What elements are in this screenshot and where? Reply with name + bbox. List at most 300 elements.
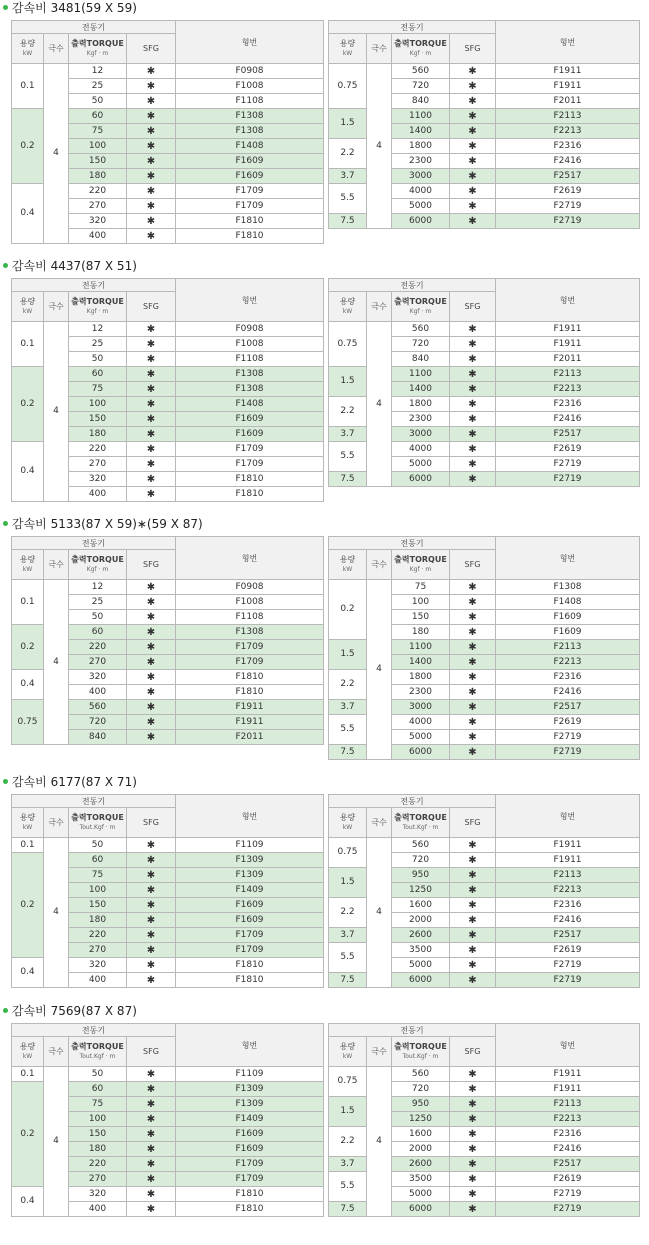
model-cell: F1409 bbox=[176, 883, 324, 898]
capacity-label: 용량 bbox=[19, 554, 36, 564]
poles-cell: 4 bbox=[367, 1067, 392, 1217]
sfg-cell: ✱ bbox=[450, 442, 496, 457]
capacity-header bbox=[329, 34, 367, 64]
model-cell: F2619 bbox=[496, 442, 640, 457]
torque-header bbox=[392, 808, 450, 838]
model-cell: F1108 bbox=[176, 610, 324, 625]
torque-cell: 1400 bbox=[392, 124, 450, 139]
table-row bbox=[12, 64, 324, 79]
table-row bbox=[12, 838, 324, 853]
model-cell: F1810 bbox=[176, 214, 324, 229]
capacity-label: 용량 bbox=[19, 38, 36, 48]
sfg-cell: ✱ bbox=[450, 79, 496, 94]
capacity-cell: 3.7 bbox=[329, 928, 367, 943]
torque-label: 출력TORQUE bbox=[71, 38, 124, 48]
capacity-cell: 5.5 bbox=[329, 442, 367, 472]
capacity-cell: 0.75 bbox=[329, 1067, 367, 1097]
torque-cell: 12 bbox=[69, 322, 127, 337]
sfg-cell: ✱ bbox=[450, 139, 496, 154]
model-header: 형번 bbox=[496, 1024, 640, 1067]
torque-unit: Tout.Kgf · m bbox=[79, 1052, 116, 1060]
sfg-cell: ✱ bbox=[450, 610, 496, 625]
torque-cell: 60 bbox=[69, 853, 127, 868]
table-row bbox=[12, 580, 324, 595]
section-title-text: 감속비 4437(87 X 51) bbox=[12, 258, 137, 273]
torque-cell: 2000 bbox=[392, 913, 450, 928]
torque-header bbox=[69, 808, 127, 838]
section-title-text: 감속비 5133(87 X 59)∗(59 X 87) bbox=[12, 516, 203, 531]
torque-cell: 2600 bbox=[392, 928, 450, 943]
model-cell: F2113 bbox=[496, 109, 640, 124]
torque-cell: 560 bbox=[392, 1067, 450, 1082]
torque-cell: 25 bbox=[69, 337, 127, 352]
model-cell: F1408 bbox=[176, 397, 324, 412]
torque-cell: 840 bbox=[392, 352, 450, 367]
sfg-cell: ✱ bbox=[450, 928, 496, 943]
section-title-text: 감속비 3481(59 X 59) bbox=[12, 0, 137, 15]
sfg-header: SFG bbox=[127, 550, 176, 580]
torque-cell: 100 bbox=[392, 595, 450, 610]
poles-cell: 4 bbox=[367, 322, 392, 487]
capacity-header bbox=[12, 808, 44, 838]
sfg-cell: ✱ bbox=[127, 94, 176, 109]
torque-cell: 1250 bbox=[392, 1112, 450, 1127]
sfg-cell: ✱ bbox=[127, 1202, 176, 1217]
capacity-cell: 1.5 bbox=[329, 367, 367, 397]
capacity-cell: 5.5 bbox=[329, 184, 367, 214]
capacity-cell: 1.5 bbox=[329, 868, 367, 898]
capacity-cell: 5.5 bbox=[329, 943, 367, 973]
section-title-text: 감속비 7569(87 X 87) bbox=[12, 1003, 137, 1018]
sfg-cell: ✱ bbox=[450, 154, 496, 169]
capacity-cell: 0.2 bbox=[12, 853, 44, 958]
capacity-cell: 0.1 bbox=[12, 64, 44, 109]
torque-label: 출력TORQUE bbox=[394, 38, 447, 48]
sfg-cell: ✱ bbox=[127, 214, 176, 229]
model-cell: F2113 bbox=[496, 640, 640, 655]
model-cell: F2213 bbox=[496, 655, 640, 670]
torque-cell: 5000 bbox=[392, 1187, 450, 1202]
model-cell: F2517 bbox=[496, 928, 640, 943]
torque-cell: 3000 bbox=[392, 427, 450, 442]
torque-cell: 270 bbox=[69, 199, 127, 214]
sfg-cell: ✱ bbox=[450, 625, 496, 640]
model-cell: F1911 bbox=[496, 79, 640, 94]
torque-cell: 5000 bbox=[392, 457, 450, 472]
sfg-header: SFG bbox=[127, 1037, 176, 1067]
capacity-cell: 0.4 bbox=[12, 670, 44, 700]
capacity-cell: 0.2 bbox=[12, 109, 44, 184]
bullet-icon bbox=[3, 5, 8, 10]
sfg-cell: ✱ bbox=[127, 655, 176, 670]
model-cell: F1008 bbox=[176, 79, 324, 94]
torque-cell: 100 bbox=[69, 139, 127, 154]
torque-cell: 320 bbox=[69, 214, 127, 229]
motor-group-header: 전동기 bbox=[12, 537, 176, 550]
capacity-cell: 7.5 bbox=[329, 745, 367, 760]
capacity-cell: 0.1 bbox=[12, 838, 44, 853]
torque-cell: 150 bbox=[69, 1127, 127, 1142]
torque-header bbox=[69, 1037, 127, 1067]
sfg-cell: ✱ bbox=[127, 640, 176, 655]
sfg-cell: ✱ bbox=[450, 1172, 496, 1187]
torque-unit: Tout.Kgf · m bbox=[402, 1052, 439, 1060]
capacity-header bbox=[329, 550, 367, 580]
torque-cell: 1800 bbox=[392, 139, 450, 154]
capacity-cell: 0.1 bbox=[12, 1067, 44, 1082]
sfg-cell: ✱ bbox=[450, 382, 496, 397]
model-header: 형번 bbox=[496, 279, 640, 322]
torque-label: 출력TORQUE bbox=[394, 296, 447, 306]
model-cell: F2719 bbox=[496, 973, 640, 988]
model-cell: F1609 bbox=[176, 154, 324, 169]
sfg-header: SFG bbox=[450, 292, 496, 322]
torque-cell: 270 bbox=[69, 655, 127, 670]
torque-unit: Kgf · m bbox=[409, 565, 432, 573]
capacity-cell: 0.1 bbox=[12, 580, 44, 625]
capacity-unit: kW bbox=[342, 1052, 353, 1060]
capacity-cell: 3.7 bbox=[329, 1157, 367, 1172]
capacity-label: 용량 bbox=[19, 1041, 36, 1051]
capacity-cell: 3.7 bbox=[329, 427, 367, 442]
model-cell: F1911 bbox=[496, 64, 640, 79]
table-row bbox=[329, 322, 640, 337]
model-cell: F2416 bbox=[496, 154, 640, 169]
torque-cell: 150 bbox=[69, 898, 127, 913]
sfg-cell: ✱ bbox=[450, 670, 496, 685]
model-header: 형번 bbox=[176, 1024, 324, 1067]
sfg-cell: ✱ bbox=[127, 883, 176, 898]
sfg-cell: ✱ bbox=[127, 412, 176, 427]
torque-cell: 400 bbox=[69, 229, 127, 244]
sfg-cell: ✱ bbox=[127, 1127, 176, 1142]
capacity-cell: 7.5 bbox=[329, 1202, 367, 1217]
model-cell: F1408 bbox=[496, 595, 640, 610]
model-cell: F0908 bbox=[176, 64, 324, 79]
sfg-cell: ✱ bbox=[450, 457, 496, 472]
torque-cell: 320 bbox=[69, 1187, 127, 1202]
sfg-header: SFG bbox=[450, 808, 496, 838]
capacity-cell: 7.5 bbox=[329, 472, 367, 487]
sfg-cell: ✱ bbox=[450, 580, 496, 595]
torque-cell: 150 bbox=[69, 154, 127, 169]
model-header: 형번 bbox=[496, 21, 640, 64]
poles-cell: 4 bbox=[367, 64, 392, 229]
torque-header bbox=[69, 34, 127, 64]
torque-label: 출력TORQUE bbox=[394, 554, 447, 564]
sfg-cell: ✱ bbox=[127, 229, 176, 244]
sfg-cell: ✱ bbox=[450, 169, 496, 184]
sfg-cell: ✱ bbox=[127, 64, 176, 79]
spec-table-right bbox=[328, 536, 640, 760]
capacity-cell: 7.5 bbox=[329, 214, 367, 229]
capacity-label: 용량 bbox=[19, 296, 36, 306]
capacity-label: 용량 bbox=[339, 554, 356, 564]
torque-cell: 60 bbox=[69, 109, 127, 124]
model-cell: F2517 bbox=[496, 700, 640, 715]
capacity-header bbox=[12, 292, 44, 322]
capacity-header bbox=[12, 34, 44, 64]
sfg-cell: ✱ bbox=[450, 655, 496, 670]
sfg-cell: ✱ bbox=[127, 472, 176, 487]
model-cell: F2719 bbox=[496, 745, 640, 760]
torque-cell: 840 bbox=[392, 94, 450, 109]
spec-table-right bbox=[328, 794, 640, 988]
sfg-cell: ✱ bbox=[450, 640, 496, 655]
sfg-cell: ✱ bbox=[127, 427, 176, 442]
poles-header: 극수 bbox=[44, 808, 69, 838]
sfg-cell: ✱ bbox=[127, 109, 176, 124]
section-title bbox=[3, 0, 137, 14]
torque-cell: 5000 bbox=[392, 199, 450, 214]
torque-cell: 25 bbox=[69, 595, 127, 610]
sfg-header: SFG bbox=[127, 292, 176, 322]
sfg-cell: ✱ bbox=[450, 472, 496, 487]
model-header: 형번 bbox=[496, 537, 640, 580]
section-title bbox=[3, 1003, 137, 1017]
sfg-header: SFG bbox=[127, 808, 176, 838]
model-cell: F2619 bbox=[496, 184, 640, 199]
model-cell: F1309 bbox=[176, 853, 324, 868]
sfg-cell: ✱ bbox=[450, 94, 496, 109]
sfg-cell: ✱ bbox=[127, 868, 176, 883]
torque-cell: 180 bbox=[69, 913, 127, 928]
capacity-header bbox=[329, 808, 367, 838]
capacity-label: 용량 bbox=[339, 38, 356, 48]
torque-cell: 220 bbox=[69, 1157, 127, 1172]
torque-cell: 150 bbox=[69, 412, 127, 427]
capacity-header bbox=[329, 1037, 367, 1067]
model-cell: F2316 bbox=[496, 1127, 640, 1142]
model-cell: F2719 bbox=[496, 199, 640, 214]
sfg-cell: ✱ bbox=[450, 685, 496, 700]
torque-cell: 720 bbox=[392, 79, 450, 94]
torque-header bbox=[392, 1037, 450, 1067]
torque-cell: 220 bbox=[69, 928, 127, 943]
capacity-cell: 0.2 bbox=[12, 625, 44, 670]
motor-group-header: 전동기 bbox=[12, 279, 176, 292]
model-cell: F1308 bbox=[176, 367, 324, 382]
capacity-header bbox=[12, 550, 44, 580]
model-cell: F2213 bbox=[496, 382, 640, 397]
torque-cell: 2000 bbox=[392, 1142, 450, 1157]
torque-unit: Kgf · m bbox=[86, 565, 109, 573]
torque-cell: 720 bbox=[392, 337, 450, 352]
poles-header: 극수 bbox=[367, 34, 392, 64]
capacity-header bbox=[12, 1037, 44, 1067]
torque-cell: 50 bbox=[69, 1067, 127, 1082]
torque-cell: 75 bbox=[392, 580, 450, 595]
torque-label: 출력TORQUE bbox=[71, 296, 124, 306]
section-title bbox=[3, 516, 203, 530]
model-cell: F1709 bbox=[176, 457, 324, 472]
torque-cell: 50 bbox=[69, 610, 127, 625]
motor-group-header: 전동기 bbox=[329, 537, 496, 550]
model-cell: F2416 bbox=[496, 412, 640, 427]
sfg-cell: ✱ bbox=[127, 1097, 176, 1112]
torque-header bbox=[69, 292, 127, 322]
model-cell: F2416 bbox=[496, 685, 640, 700]
motor-group-header: 전동기 bbox=[329, 1024, 496, 1037]
motor-group-header: 전동기 bbox=[12, 1024, 176, 1037]
capacity-unit: kW bbox=[342, 49, 353, 57]
torque-cell: 100 bbox=[69, 397, 127, 412]
torque-cell: 720 bbox=[69, 715, 127, 730]
poles-cell: 4 bbox=[44, 838, 69, 988]
torque-cell: 320 bbox=[69, 670, 127, 685]
spec-table-right bbox=[328, 278, 640, 487]
capacity-label: 용량 bbox=[339, 296, 356, 306]
capacity-label: 용량 bbox=[339, 1041, 356, 1051]
model-cell: F1008 bbox=[176, 595, 324, 610]
model-cell: F2517 bbox=[496, 427, 640, 442]
sfg-cell: ✱ bbox=[127, 730, 176, 745]
sfg-cell: ✱ bbox=[450, 1112, 496, 1127]
capacity-cell: 0.75 bbox=[329, 838, 367, 868]
model-header: 형번 bbox=[496, 795, 640, 838]
poles-cell: 4 bbox=[367, 580, 392, 760]
torque-cell: 950 bbox=[392, 868, 450, 883]
torque-cell: 180 bbox=[69, 1142, 127, 1157]
sfg-cell: ✱ bbox=[127, 442, 176, 457]
torque-cell: 320 bbox=[69, 958, 127, 973]
sfg-cell: ✱ bbox=[450, 1202, 496, 1217]
torque-cell: 50 bbox=[69, 838, 127, 853]
model-cell: F2719 bbox=[496, 1202, 640, 1217]
model-cell: F2719 bbox=[496, 730, 640, 745]
table-row bbox=[329, 838, 640, 853]
torque-cell: 2300 bbox=[392, 154, 450, 169]
model-cell: F1810 bbox=[176, 958, 324, 973]
model-cell: F1308 bbox=[176, 625, 324, 640]
torque-cell: 1100 bbox=[392, 640, 450, 655]
sfg-cell: ✱ bbox=[127, 397, 176, 412]
sfg-cell: ✱ bbox=[450, 1187, 496, 1202]
sfg-cell: ✱ bbox=[450, 184, 496, 199]
torque-cell: 75 bbox=[69, 382, 127, 397]
torque-cell: 1100 bbox=[392, 109, 450, 124]
sfg-cell: ✱ bbox=[450, 700, 496, 715]
capacity-cell: 5.5 bbox=[329, 1172, 367, 1202]
model-header: 형번 bbox=[176, 279, 324, 322]
torque-cell: 100 bbox=[69, 883, 127, 898]
model-header: 형번 bbox=[176, 21, 324, 64]
model-cell: F0908 bbox=[176, 322, 324, 337]
model-cell: F1609 bbox=[176, 427, 324, 442]
model-cell: F2316 bbox=[496, 139, 640, 154]
sfg-cell: ✱ bbox=[450, 883, 496, 898]
model-cell: F1911 bbox=[496, 337, 640, 352]
torque-cell: 720 bbox=[392, 853, 450, 868]
capacity-cell: 0.2 bbox=[329, 580, 367, 640]
model-cell: F1709 bbox=[176, 442, 324, 457]
model-cell: F1408 bbox=[176, 139, 324, 154]
poles-header: 극수 bbox=[44, 292, 69, 322]
sfg-cell: ✱ bbox=[127, 382, 176, 397]
capacity-cell: 0.4 bbox=[12, 958, 44, 988]
capacity-cell: 7.5 bbox=[329, 973, 367, 988]
sfg-cell: ✱ bbox=[450, 745, 496, 760]
poles-header: 극수 bbox=[44, 550, 69, 580]
model-cell: F1810 bbox=[176, 487, 324, 502]
model-cell: F2517 bbox=[496, 169, 640, 184]
model-cell: F1609 bbox=[176, 1142, 324, 1157]
capacity-unit: kW bbox=[22, 307, 33, 315]
poles-cell: 4 bbox=[367, 838, 392, 988]
model-cell: F1609 bbox=[496, 610, 640, 625]
sfg-cell: ✱ bbox=[450, 412, 496, 427]
torque-cell: 270 bbox=[69, 943, 127, 958]
model-cell: F2213 bbox=[496, 1112, 640, 1127]
model-cell: F2011 bbox=[176, 730, 324, 745]
torque-cell: 950 bbox=[392, 1097, 450, 1112]
torque-cell: 25 bbox=[69, 79, 127, 94]
sfg-cell: ✱ bbox=[450, 898, 496, 913]
capacity-cell: 2.2 bbox=[329, 397, 367, 427]
torque-cell: 180 bbox=[69, 169, 127, 184]
sfg-cell: ✱ bbox=[127, 154, 176, 169]
torque-cell: 320 bbox=[69, 472, 127, 487]
model-cell: F1810 bbox=[176, 1187, 324, 1202]
torque-cell: 6000 bbox=[392, 214, 450, 229]
sfg-cell: ✱ bbox=[127, 1112, 176, 1127]
poles-cell: 4 bbox=[44, 322, 69, 502]
torque-unit: Kgf · m bbox=[409, 307, 432, 315]
sfg-cell: ✱ bbox=[127, 958, 176, 973]
sfg-cell: ✱ bbox=[450, 715, 496, 730]
capacity-cell: 1.5 bbox=[329, 109, 367, 139]
torque-header bbox=[392, 34, 450, 64]
torque-cell: 560 bbox=[392, 64, 450, 79]
model-cell: F2011 bbox=[496, 352, 640, 367]
model-cell: F2619 bbox=[496, 1172, 640, 1187]
poles-header: 극수 bbox=[44, 1037, 69, 1067]
sfg-cell: ✱ bbox=[127, 352, 176, 367]
sfg-cell: ✱ bbox=[127, 199, 176, 214]
sfg-cell: ✱ bbox=[450, 1082, 496, 1097]
section-title-text: 감속비 6177(87 X 71) bbox=[12, 774, 137, 789]
torque-cell: 4000 bbox=[392, 184, 450, 199]
sfg-cell: ✱ bbox=[127, 1067, 176, 1082]
sfg-header: SFG bbox=[127, 34, 176, 64]
model-cell: F2113 bbox=[496, 367, 640, 382]
torque-cell: 60 bbox=[69, 1082, 127, 1097]
model-cell: F1810 bbox=[176, 670, 324, 685]
sfg-cell: ✱ bbox=[127, 1187, 176, 1202]
torque-cell: 560 bbox=[392, 322, 450, 337]
sfg-cell: ✱ bbox=[450, 199, 496, 214]
spec-table-left bbox=[11, 1023, 324, 1217]
bullet-icon bbox=[3, 1008, 8, 1013]
sfg-cell: ✱ bbox=[127, 337, 176, 352]
torque-cell: 1250 bbox=[392, 883, 450, 898]
poles-header: 극수 bbox=[367, 550, 392, 580]
sfg-cell: ✱ bbox=[127, 457, 176, 472]
model-cell: F2416 bbox=[496, 1142, 640, 1157]
spec-table-left bbox=[11, 278, 324, 502]
model-cell: F1609 bbox=[176, 913, 324, 928]
torque-cell: 1600 bbox=[392, 1127, 450, 1142]
sfg-cell: ✱ bbox=[127, 625, 176, 640]
model-cell: F1911 bbox=[496, 1067, 640, 1082]
capacity-cell: 0.4 bbox=[12, 442, 44, 502]
capacity-cell: 3.7 bbox=[329, 700, 367, 715]
torque-cell: 400 bbox=[69, 1202, 127, 1217]
table-row bbox=[329, 1067, 640, 1082]
torque-cell: 100 bbox=[69, 1112, 127, 1127]
torque-cell: 180 bbox=[69, 427, 127, 442]
sfg-cell: ✱ bbox=[450, 427, 496, 442]
